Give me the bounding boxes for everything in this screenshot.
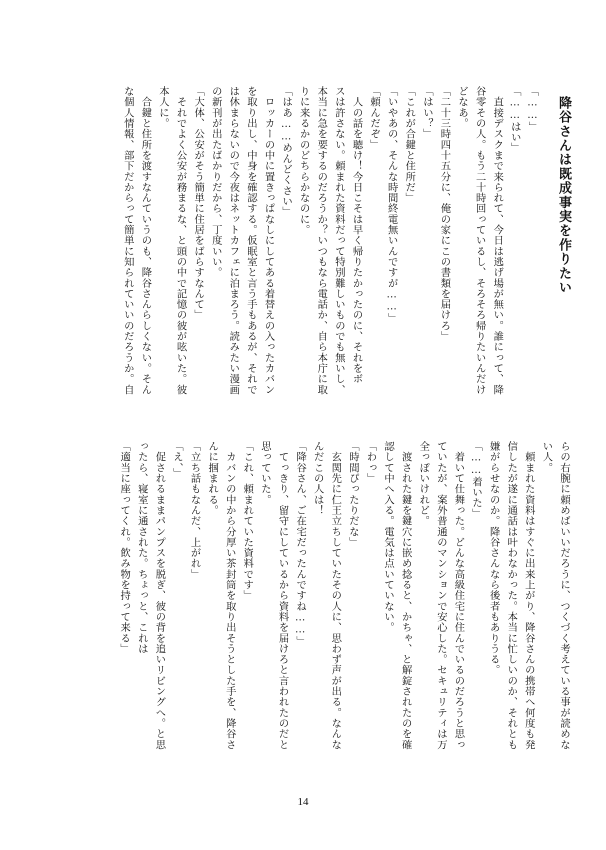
bottom-text-block [100,441,572,781]
text-line: 「大体、公安がそう簡単に住居をばらすなんて」 [192,86,205,321]
text-line: 谷零その人。もう二十時回っているし、そろそろ帰りたいんだけ [473,86,486,395]
chapter-title: 降谷さんは既成事実を作りたい [556,96,571,295]
text-line: 玄関先に仁王立ちしていたその人に、思わず声が出る。なんな [329,441,342,750]
text-line: 「……着いた」 [470,441,483,519]
text-line: ていたが、案外普通のマンションで安心した。セキュリティは万 [434,441,447,750]
text-line: 信したが遂に通話は叶わなかった。本当に忙しいのか、それとも [505,441,518,750]
text-line: らの右腕に頼めばいいだろうに、つくづく考えている事が読めな [558,441,570,750]
text-line: 「いやあの、そんな時間終電無いんですが……」 [385,86,398,324]
text-line: 「……」 [526,86,539,132]
page-number: 14 [297,796,309,808]
text-line: 着いて仕舞った。どんな高級住宅に住んでいるのだろうと思っ [452,441,465,750]
text-line: 「わっ」 [364,441,377,484]
text-line: 「時間ぴったりだな」 [346,441,359,548]
text-line: んだこの人は！ [311,441,324,516]
text-line: 人の話を聴け！今日こそは早く帰りたかったのに、それをボ [350,86,363,385]
bottom-paragraphs [115,441,572,781]
text-line: 「二十三時四十五分に、俺の家にこの書類を届けろ」 [438,86,451,342]
text-line: 全っぽいけれど。 [417,441,430,527]
text-line: の新刊が出たばかりだから、丁度いい。 [209,86,222,278]
text-line: 「頼んだぞ」 [368,86,381,150]
text-line: どなあ。 [456,86,469,129]
text-line: 「適当に座ってくれ。飲み物を持って来る」 [118,441,131,654]
top-text-block [80,86,572,426]
text-line: 「降谷さん、ご在宅だったんですね……」 [294,441,307,647]
text-line: 嫌がらせなのか。降谷さんなら後者もありうる。 [487,441,500,676]
text-line: ったら、寝室に通された。ちょっと、これは [135,441,148,654]
text-line: な個人情報、部下だからって簡単に知られていいのだろうか。自 [121,86,134,395]
text-line: りに来るかのどちらかなのに。 [297,86,310,236]
text-line: 渡された鍵を鍵穴に嵌め捻ると、かちゃ、と解錠されたのを確 [399,441,412,750]
text-line: 「これが合鍵と住所だ」 [403,86,416,204]
text-line: 思っていた。 [258,441,271,505]
text-line: カバンの中から分厚い茶封筒を取り出そうとした手を、降谷さ [223,441,236,750]
text-line: 「立ち話もなんだ、上がれ」 [188,441,201,580]
text-line: い人。 [540,441,553,473]
text-line: んに掴まれる。 [206,441,219,516]
text-line: それでよく公安が務まるな、と頭の中で記憶の彼が呟いた。彼 [174,86,187,395]
text-line: 直接デスクまで来られて、今日は逃げ場が無い。誰にって、降 [491,86,504,395]
text-line: スは許さない。頼まれた資料だって特別難しいものでも無いし、 [332,86,345,395]
text-line: てっきり、留守にしているから資料を届けろと言われたのだと [276,441,289,750]
text-line: 合鍵と住所を渡すなんていうのも、降谷さんらしくない。そん [139,86,152,395]
text-line: は休まらないので今夜はネットカフェに泊まろう。読みたい漫画 [227,86,240,395]
text-line: 本人に。 [156,86,169,129]
text-line: 「はあ……めんどくさい」 [280,86,293,218]
text-line: 本当に急を要するのだろうか？いつもなら電話か、自ら本庁に取 [315,86,328,395]
text-line: を取り出し、中身を確認する。仮眠室と言う手もあるが、それで [244,86,257,395]
text-line: 「……はい」 [508,86,521,154]
text-line: 「はい？」 [420,86,433,140]
text-line: 頼まれた資料はすぐに出来上がり、降谷さんの携帯へ何度も発 [522,441,535,750]
text-line: 促されるままパンプスを脱ぎ、彼の背を追いリビングへ。と思 [153,441,166,750]
text-line: ロッカーの中に置きっぱなしにしてある着替えの入ったカバン [262,86,275,395]
text-line: 「これ、頼まれていた資料です」 [241,441,254,601]
text-line: 認して中へ入る。電気は点いていない。 [382,441,395,633]
text-line: 「え、」 [170,441,183,479]
top-paragraphs [118,86,540,426]
